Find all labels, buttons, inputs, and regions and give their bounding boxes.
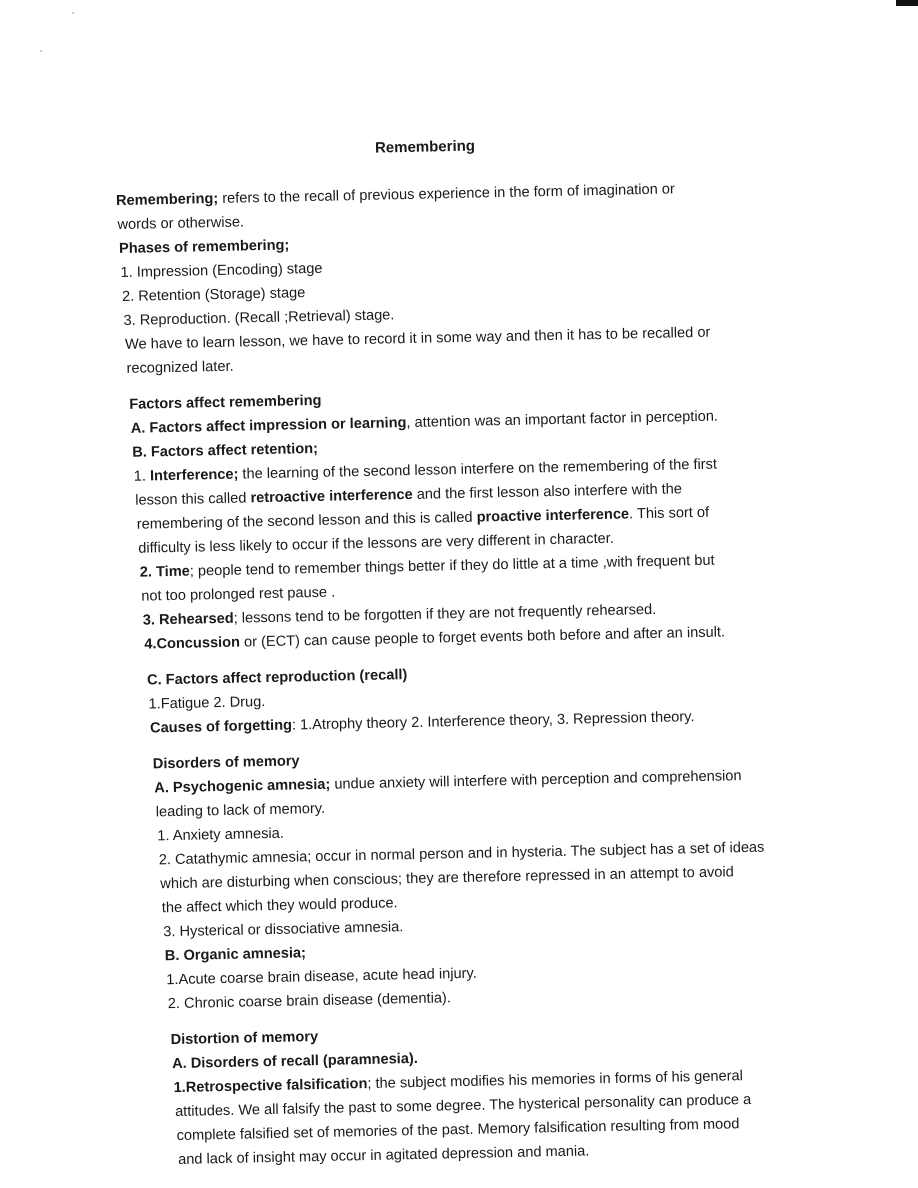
- phase-item: 2. Retention (Storage) stage: [121, 285, 306, 305]
- concussion-line: [144, 623, 725, 653]
- page-title: Remembering: [374, 137, 476, 157]
- intro-line-2: words or otherwise.: [117, 214, 245, 234]
- interference-text: and the first lesson also interfere with the: [412, 481, 683, 503]
- falsification-term: 1.Retrospective falsification: [173, 1076, 368, 1097]
- disorder-item: 3. Hysterical or dissociative amnesia.: [163, 919, 404, 941]
- falsification-line-3: complete falsified set of memories of the past. Memory falsification resulting from mood: [176, 1116, 740, 1145]
- interference-line-4: difficulty is less likely to occur if the lessons are very different in character.: [138, 530, 614, 557]
- factor-a-text: , attention was an important factor in perception.: [406, 408, 719, 432]
- disorder-item: 2. Catathymic amnesia; occur in normal person and in hysteria. The subject has a set of ideas: [158, 839, 765, 869]
- organic-item: 2. Chronic coarse brain disease (dementia).: [167, 990, 452, 1013]
- disorder-item-cont: the affect which they would produce.: [161, 895, 398, 917]
- intro-text: refers to the recall of previous experience in the form of imagination or: [218, 181, 675, 207]
- disorder-item: 1. Anxiety amnesia.: [157, 825, 285, 845]
- scan-edge-mark: [896, 0, 918, 6]
- factor-a-term: A. Factors affect impression or learning: [130, 415, 407, 437]
- interference-line-3: [137, 504, 710, 534]
- distortion-heading: Distortion of memory: [170, 1029, 319, 1049]
- phases-note-1: We have to learn lesson, we have to record it in some way and then it has to be recalled or: [124, 324, 711, 353]
- intro-term: Remembering;: [115, 190, 219, 210]
- interference-text: remembering of the second lesson and this is called: [136, 509, 477, 533]
- interference-term: Interference;: [149, 466, 239, 485]
- phases-note-2: recognized later.: [126, 358, 234, 377]
- rehearsed-line: [143, 601, 657, 630]
- reproduction-items: 1.Fatigue 2. Drug.: [148, 694, 266, 713]
- psychogenic-term: A. Psychogenic amnesia;: [154, 776, 331, 797]
- phases-heading: Phases of remembering;: [118, 237, 290, 258]
- rehearsed-text: ; lessons tend to be forgotten if they are not frequently rehearsed.: [233, 601, 657, 627]
- proactive-term: proactive interference: [476, 506, 630, 526]
- interference-text: the learning of the second lesson interfere on the remembering of the first: [238, 456, 718, 483]
- factor-a-line: [131, 408, 718, 438]
- interference-text: lesson this called: [135, 490, 251, 509]
- psychogenic-line-2: leading to lack of memory.: [155, 800, 326, 821]
- causes-term: Causes of forgetting: [149, 717, 293, 737]
- falsification-line-4: and lack of insight may occur in agitated depression and mania.: [177, 1143, 590, 1168]
- causes-text: : 1.Atrophy theory 2. Interference theory, 3. Repression theory.: [291, 709, 695, 734]
- phase-item: 1. Impression (Encoding) stage: [120, 260, 323, 282]
- psychogenic-text: undue anxiety will interfere with perception and comprehension: [330, 768, 742, 793]
- phase-item: 3. Reproduction. (Recall ;Retrieval) stage.: [123, 307, 395, 329]
- disorder-item-cont: which are disturbing when conscious; they are therefore repressed in an attempt to avoid: [160, 864, 734, 893]
- retroactive-term: retroactive interference: [250, 486, 413, 507]
- factor-b-heading: B. Factors affect retention;: [132, 440, 319, 461]
- falsification-text: ; the subject modifies his memories in forms of his general: [367, 1068, 744, 1093]
- time-text: ; people tend to remember things better if they do little at a time ,with frequent but: [189, 552, 715, 580]
- reproduction-heading: C. Factors affect reproduction (recall): [146, 667, 408, 689]
- causes-line: [150, 708, 695, 737]
- time-line-1: [140, 552, 715, 582]
- concussion-text: or (ECT) can cause people to forget events both before and after an insult.: [239, 624, 726, 651]
- concussion-term: 4.Concussion: [144, 634, 241, 653]
- disorders-heading: Disorders of memory: [152, 753, 300, 773]
- falsification-line-2: attitudes. We all falsify the past to some degree. The hysterical personality can produce a: [174, 1091, 752, 1121]
- psychogenic-line-1: [154, 767, 742, 797]
- factors-heading: Factors affect remembering: [129, 392, 322, 413]
- rehearsed-term: 3. Rehearsed: [142, 610, 234, 629]
- scan-speck: [72, 12, 74, 14]
- paramnesia-heading: A. Disorders of recall (paramnesia).: [171, 1050, 418, 1073]
- interference-number: 1.: [133, 468, 151, 485]
- time-line-2: not too prolonged rest pause .: [141, 584, 336, 605]
- scan-speck: [40, 50, 42, 52]
- interference-text: . This sort of: [628, 504, 710, 523]
- organic-heading: B. Organic amnesia;: [164, 945, 307, 965]
- intro-line-1: [116, 180, 675, 210]
- organic-item: 1.Acute coarse brain disease, acute head injury.: [166, 965, 477, 989]
- time-term: 2. Time: [139, 563, 190, 581]
